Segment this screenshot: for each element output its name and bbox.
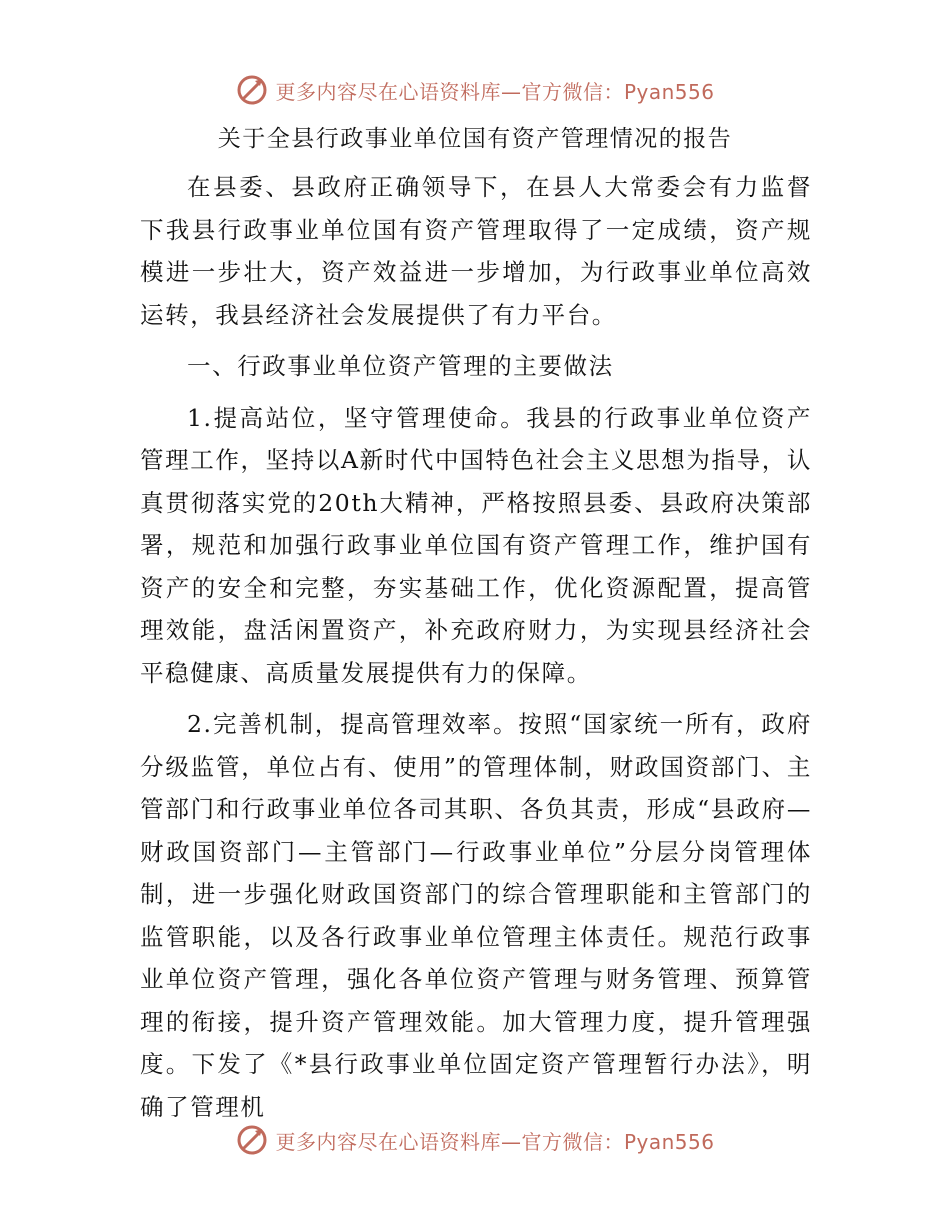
watermark-footer	[0, 1120, 950, 1160]
logo-icon	[235, 73, 269, 107]
watermark-header	[0, 70, 950, 110]
watermark-text: 更多内容尽在心语资料库—官方微信：Pyan556	[275, 79, 715, 104]
section-heading: 一、行政事业单位资产管理的主要做法	[187, 352, 614, 380]
paragraph-1: 1.提高站位，坚守管理使命。我县的行政事业单位资产管理工作，坚持以A新时代中国特色社会主义思想为指导，认真贯彻落实党的20th大精神，严格按照县委、县政府决策部署，规范和加强行政事业单位国有资产管理工作，维护国有资产的安全和完整，夯实基础工作，优化资源配置，提高管理效能，盘活闲置资产，补充政府财力，为实现县经济社会平稳健康、高质量发展提供有力的保障。	[140, 403, 812, 687]
paragraph-intro: 在县委、县政府正确领导下，在县人大常委会有力监督下我县行政事业单位国有资产管理取得了一定成绩，资产规模进一步壮大，资产效益进一步增加，为行政事业单位高效运转，我县经济社会发展提供了有力平台。	[140, 173, 812, 329]
paragraph-2: 2.完善机制，提高管理效率。按照“国家统一所有，政府分级监管，单位占有、使用”的管理体制，财政国资部门、主管部门和行政事业单位各司其职、各负其责，形成“县政府—财政国资部门—主管部门—行政事业单位”分层分岗管理体制，进一步强化财政国资部门的综合管理职能和主管部门的监管职能，以及各行政事业单位管理主体责任。规范行政事业单位资产管理，强化各单位资产管理与财务管理、预算管理的衔接，提升资产管理效能。加大管理力度，提升管理强度。下发了《*县行政事业单位固定资产管理暂行办法》，明确了管理机	[140, 710, 812, 1121]
logo-icon	[235, 1123, 269, 1157]
document-title: 关于全县行政事业单位国有资产管理情况的报告	[217, 126, 733, 152]
document-body	[140, 166, 812, 1128]
watermark-text: 更多内容尽在心语资料库—官方微信：Pyan556	[275, 1129, 715, 1154]
